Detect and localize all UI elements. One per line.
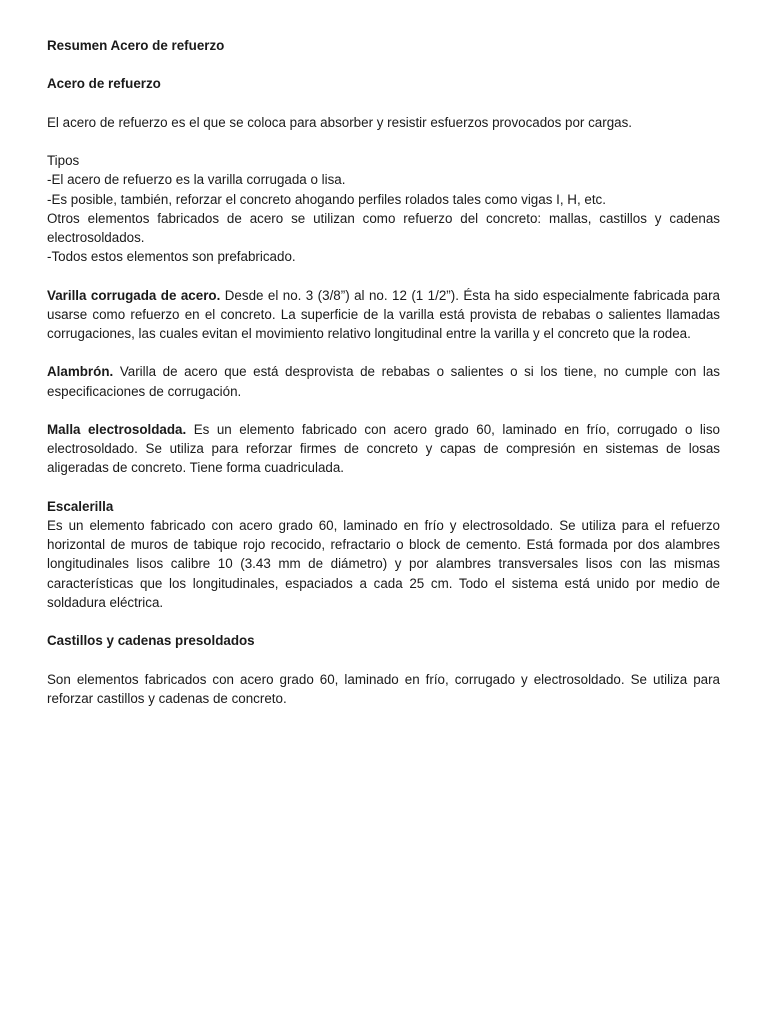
tipos-heading: Tipos xyxy=(47,153,80,169)
escalerilla-heading: Escalerilla xyxy=(47,498,114,514)
castillos-paragraph: Son elementos fabricados con acero grado 60, laminado en frío, corrugado y electrosoldado. Se utiliza para reforzar castillos y cadenas de concreto. xyxy=(47,671,720,706)
document-page xyxy=(47,36,720,708)
malla-paragraph xyxy=(47,420,720,478)
escalerilla-paragraph: Es un elemento fabricado con acero grado 60, laminado en frío y electrosoldado. Se utiliza para el refuerzo horizontal de muros de tabique rojo recocido, refractario o block de cemento. Está formada por dos alambres longitudinales lisos calibre 10 (3.43 mm de diámetro) y por alambres transversales lisos con las mismas características que los longitudinales, espaciados a cada 25 cm. Todo el sistema está unido por medio de soldadura eléctrica. xyxy=(47,517,720,610)
intro-paragraph: El acero de refuerzo es el que se coloca para absorber y resistir esfuerzos provocados por cargas. xyxy=(47,114,633,130)
malla-term: Malla electrosoldada. xyxy=(47,421,187,437)
spacer xyxy=(47,343,720,362)
tipos-line-1: -El acero de refuerzo es la varilla corrugada o lisa. xyxy=(47,172,346,188)
spacer xyxy=(47,266,720,285)
section-heading: Acero de refuerzo xyxy=(47,76,161,92)
tipos-line-3: Otros elementos fabricados de acero se utilizan como refuerzo del concreto: mallas, castillos y cadenas electrosoldados. xyxy=(47,210,720,245)
alambron-paragraph xyxy=(47,362,720,400)
tipos-line-4: -Todos estos elementos son prefabricado. xyxy=(47,249,296,265)
castillos-heading: Castillos y cadenas presoldados xyxy=(47,633,255,649)
varilla-term: Varilla corrugada de acero. xyxy=(47,287,221,303)
varilla-paragraph xyxy=(47,286,720,344)
alambron-term: Alambrón. xyxy=(47,364,114,380)
spacer xyxy=(47,94,720,113)
spacer xyxy=(47,478,720,497)
spacer xyxy=(47,132,720,151)
spacer xyxy=(47,650,720,669)
varilla-text: Desde el no. 3 (3/8”) al no. 12 (1 1/2”). Ésta ha sido especialmente fabricada para usarse como refuerzo en el concreto. La superficie de la varilla está provista de rebabas o salientes llamadas corrugaciones, las cuales evitan el movimiento relativo longitudinal entre la varilla y el concreto que la rodea. xyxy=(47,287,720,341)
spacer xyxy=(47,55,720,74)
spacer xyxy=(47,612,720,631)
malla-text: Es un elemento fabricado con acero grado 60, laminado en frío, corrugado o liso electrosoldado. Se utiliza para reforzar firmes de concreto y capas de compresión en sistemas de losas aligeradas de concreto. Tiene forma cuadriculada. xyxy=(47,421,720,476)
spacer xyxy=(47,401,720,420)
document-title: Resumen Acero de refuerzo xyxy=(47,38,225,53)
alambron-text: Varilla de acero que está desprovista de rebabas o salientes o si los tiene, no cumple con las especificaciones de corrugación. xyxy=(47,364,720,399)
tipos-line-2: -Es posible, también, reforzar el concreto ahogando perfiles rolados tales como vigas I, H, etc. xyxy=(47,191,606,207)
